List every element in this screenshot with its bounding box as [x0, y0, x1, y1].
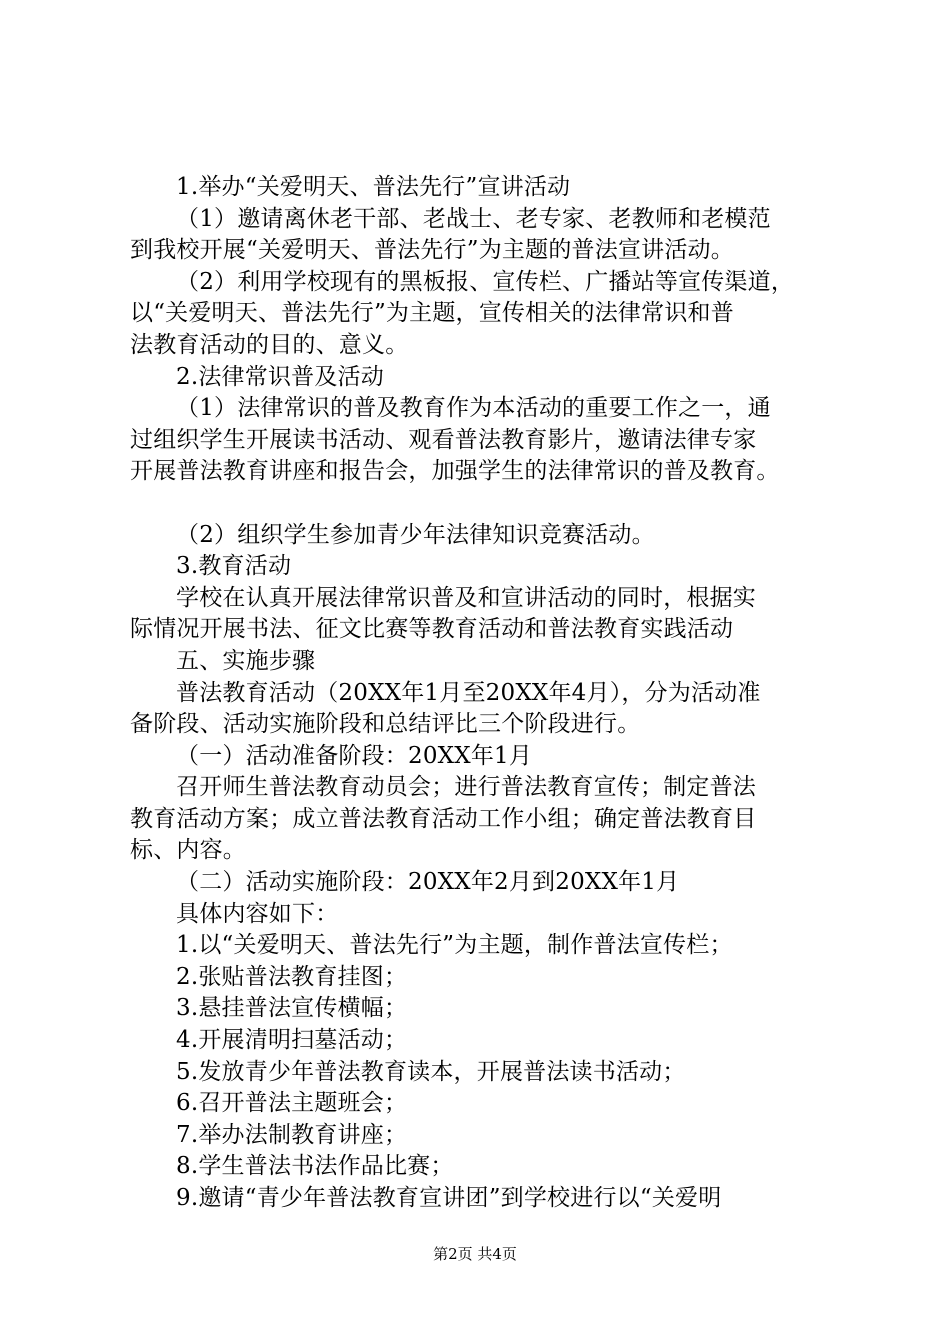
- text-line: 1.举办“关爱明天、普法先行”宣讲活动: [176, 174, 571, 200]
- text-line: 8.学生普法书法作品比赛；: [176, 1153, 454, 1180]
- text-line: 备阶段、活动实施阶段和总结评比三个阶段进行。: [130, 711, 641, 738]
- text-line: 学校在认真开展法律常识普及和宣讲活动的同时，根据实: [176, 584, 756, 611]
- text-line: 法教育活动的目的、意义。: [130, 331, 409, 358]
- text-line: 到我校开展“关爱明天、普法先行”为主题的普法宣讲活动。: [130, 237, 734, 264]
- text-line: 3.教育活动: [176, 553, 292, 580]
- text-line: 4.开展清明扫墓活动；: [176, 1027, 408, 1054]
- text-line: 五、实施步骤: [176, 647, 316, 674]
- text-line: 2.法律常识普及活动: [176, 363, 384, 390]
- text-line: 开展普法教育讲座和报告会，加强学生的法律常识的普及教育。: [130, 458, 780, 485]
- text-line: 9.邀请“青少年普法教育宣讲团”到学校进行以“关爱明: [176, 1185, 722, 1211]
- text-line: 普法教育活动（20XX年1月至20XX年4月），分为活动准: [176, 679, 761, 706]
- text-line: 2.张贴普法教育挂图；: [176, 963, 408, 990]
- text-line: （1）邀请离休老干部、老战士、老专家、老教师和老模范: [176, 205, 771, 232]
- text-line: （1）法律常识的普及教育作为本活动的重要工作之一，通: [176, 395, 771, 422]
- text-line: 标、内容。: [130, 837, 246, 864]
- blank-line: [130, 488, 830, 520]
- text-line: 1.以“关爱明天、普法先行”为主题，制作普法宣传栏；: [176, 932, 733, 959]
- text-line: 际情况开展书法、征文比赛等教育活动和普法教育实践活动: [130, 616, 734, 643]
- text-line: 7.举办法制教育讲座；: [176, 1121, 408, 1148]
- text-line: （一）活动准备阶段：20XX年1月: [176, 742, 533, 769]
- text-line: 6.召开普法主题班会；: [176, 1090, 408, 1117]
- text-line: 过组织学生开展读书活动、观看普法教育影片，邀请法律专家: [130, 426, 757, 453]
- text-line: 以“关爱明天、普法先行”为主题，宣传相关的法律常识和普: [130, 300, 734, 327]
- page-footer: 第2页 共4页: [433, 1245, 517, 1263]
- text-line: （2）利用学校现有的黑板报、宣传栏、广播站等宣传渠道，: [176, 268, 795, 295]
- document-body: [130, 172, 830, 1215]
- text-line: 召开师生普法教育动员会；进行普法教育宣传；制定普法: [176, 774, 756, 801]
- text-line: 5.发放青少年普法教育读本，开展普法读书活动；: [176, 1058, 686, 1085]
- text-line: 具体内容如下：: [176, 900, 339, 927]
- text-line: 教育活动方案；成立普法教育活动工作小组；确定普法教育目: [130, 805, 757, 832]
- text-line: （二）活动实施阶段：20XX年2月到20XX年1月: [176, 869, 680, 896]
- text-line: 3.悬挂普法宣传横幅；: [176, 995, 408, 1022]
- text-line: （2）组织学生参加青少年法律知识竞赛活动。: [176, 521, 655, 548]
